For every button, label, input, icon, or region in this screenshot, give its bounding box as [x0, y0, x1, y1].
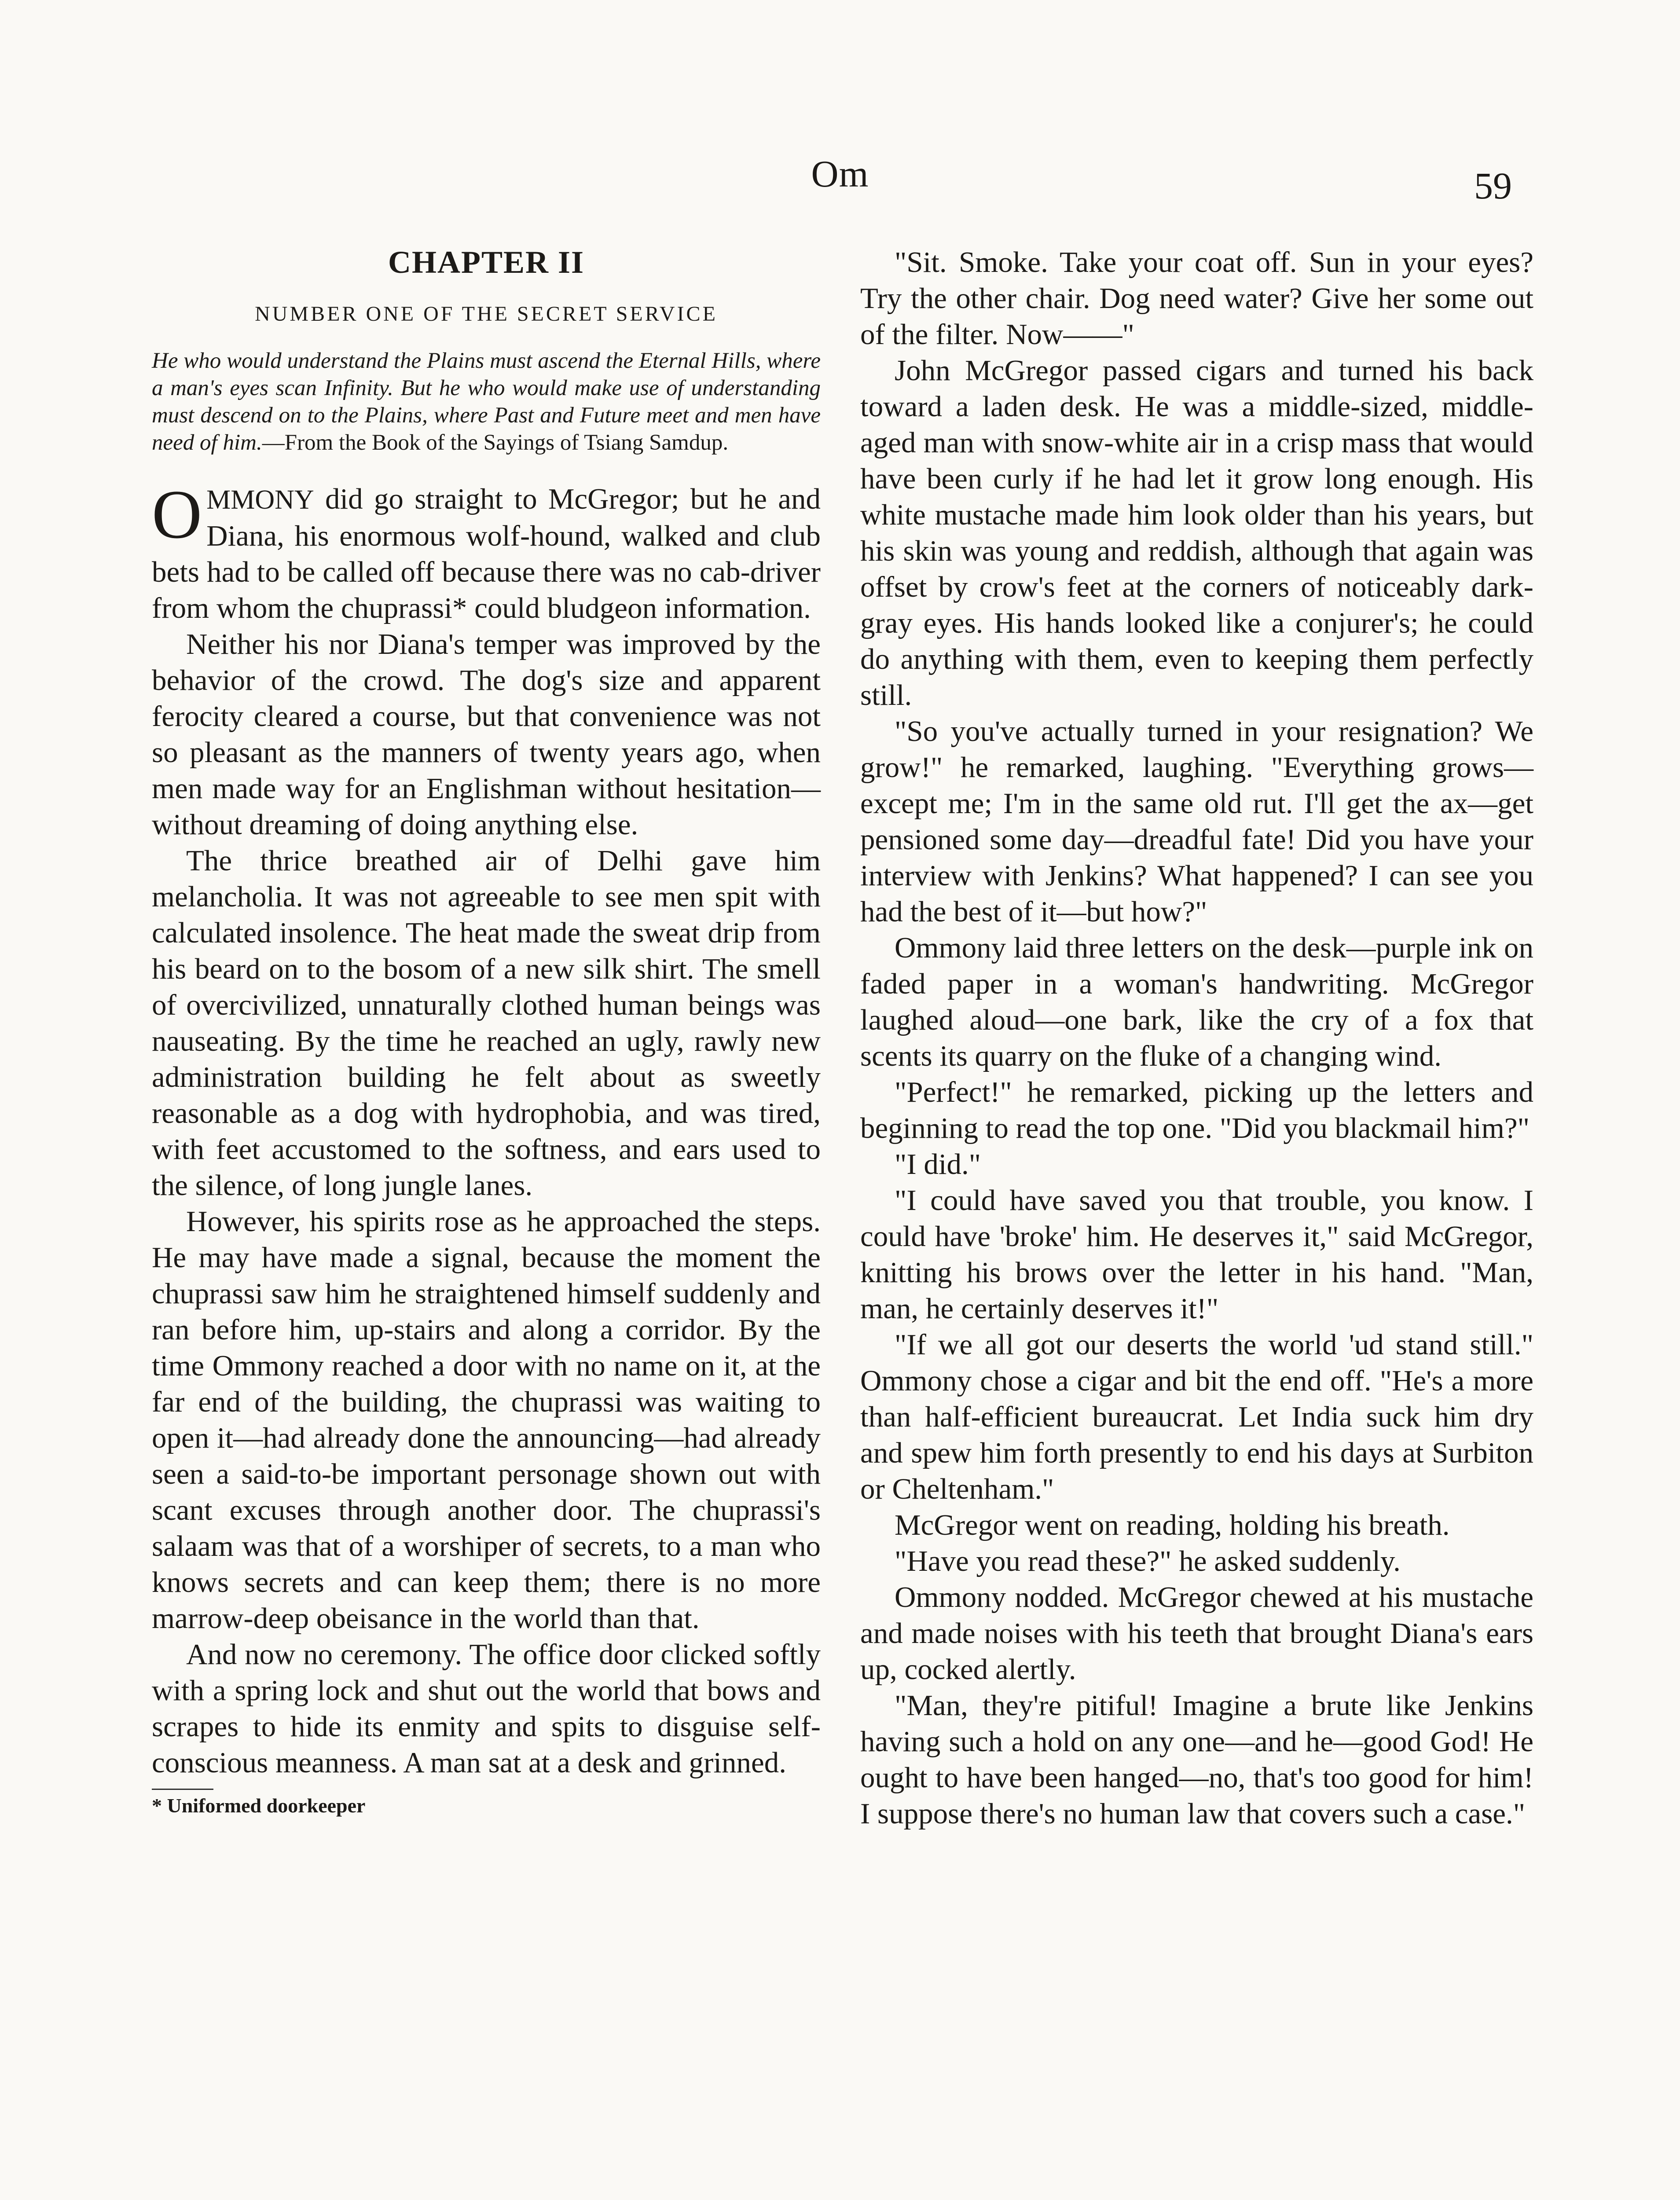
paragraph: Ommony nodded. McGregor chewed at his mustache and made noises with his teeth that brought Diana's ears up, cocked alertly. [860, 1581, 1533, 1686]
chapter-subtitle: NUMBER ONE OF THE SECRET SERVICE [255, 302, 718, 326]
left-column [152, 244, 821, 1818]
paragraph: However, his spirits rose as he approached the steps. He may have made a signal, because the moment the chuprassi saw him he straightened himself suddenly and ran before him, up-stairs and along a corridor. By the time Ommony reached a door with no name on it, at the far end of the building, the chuprassi was waiting to open it—had already done the announcing—had already seen a said-to-be important personage shown out with scant excuses through another door. The chuprassi's salaam was that of a worshiper of secrets, to a man who knows secrets and can keep them; there is no more marrow-deep obeisance in the world than that. [152, 1205, 821, 1635]
footnote-divider [152, 1789, 213, 1790]
paragraph: "If we all got our deserts the world 'ud stand still." Ommony chose a cigar and bit the end off. "He's a more than half-efficient bureaucrat. Let India suck him dry and spew him forth presently to end his days at Surbiton or Cheltenham." [860, 1328, 1533, 1505]
paragraph: "Man, they're pitiful! Imagine a brute like Jenkins having such a hold on any one—and he—good God! He ought to have been hanged—no, that's too good for him! I suppose there's no human law that covers such a case." [860, 1689, 1533, 1830]
paragraph: Neither his nor Diana's temper was improved by the behavior of the crowd. The dog's size and apparent ferocity cleared a course, but that convenience was not so pleasant as the manners of twenty years ago, when men made way for an Englishman without hesitation—without dreaming of doing anything else. [152, 628, 821, 841]
page-number: 59 [1474, 165, 1512, 207]
paragraph: McGregor went on reading, holding his breath. [895, 1509, 1450, 1541]
paragraph: "Sit. Smoke. Take your coat off. Sun in your eyes? Try the other chair. Dog need water? Give her some out of the filter. Now——" [860, 246, 1533, 351]
paragraph: John McGregor passed cigars and turned his back toward a laden desk. He was a middle-sized, middle-aged man with snow-white air in a crisp mass that would have been curly if he had let it grow long enough. His white mustache made him look older than his years, but his skin was young and reddish, although that again was offset by crow's feet at the corners of noticeably dark-gray eyes. His hands looked like a conjurer's; he could do anything with them, even to keeping them perfectly still. [860, 354, 1533, 711]
right-column [860, 244, 1533, 1832]
paragraph: "So you've actually turned in your resignation? We grow!" he remarked, laughing. "Everything grows—except me; I'm in the same old rut. I'll get the ax—get pensioned some day—dreadful fate! Did you have your interview with Jenkins? What happened? I can see you had the best of it—but how?" [860, 715, 1533, 928]
running-head-title: Om [811, 153, 869, 195]
paragraph: "Have you read these?" he asked suddenly. [895, 1545, 1401, 1577]
paragraph: The thrice breathed air of Delhi gave him melancholia. It was not agreeable to see men spit with calculated insolence. The heat made the sweat drip from his beard on to the bosom of a new silk shirt. The smell of overcivilized, unnaturally clothed human beings was nauseating. By the time he reached an ugly, rawly new administration building he felt about as sweetly reasonable as a dog with hydrophobia, and was tired, with feet accustomed to the softness, and ears used to the silence, of long jungle lanes. [152, 844, 821, 1202]
first-word: MMONY [206, 485, 314, 515]
drop-cap: O [152, 476, 202, 553]
paragraph: Ommony laid three letters on the desk—purple ink on faded paper in a woman's handwriting. McGregor laughed aloud—one bark, like the cry of a fox that scents its quarry on the fluke of a changing wind. [860, 931, 1533, 1072]
paragraph: "Perfect!" he remarked, picking up the letters and beginning to read the top one. "Did you blackmail him?" [860, 1076, 1533, 1144]
paragraph: "I could have saved you that trouble, you know. I could have 'broke' him. He deserves it," said McGregor, knitting his brows over the letter in his hand. "Man, man, he certainly deserves it!" [860, 1184, 1533, 1325]
paragraph [152, 476, 821, 626]
paragraph: And now no ceremony. The office door clicked softly with a spring lock and shut out the world that bows and scrapes to hide its enmity and spits to disguise self-conscious meanness. A man sat at a desk and grinned. [152, 1638, 821, 1779]
epigraph [152, 347, 821, 456]
paragraph-text: did go straight to McGregor; but he and Diana, his enormous wolf-hound, walked and club bets had to be called off because there was no cab-driver from whom the chuprassi* could bludgeon information. [152, 483, 821, 624]
footnote: * Uniformed doorkeeper [152, 1794, 366, 1817]
paragraph: "I did." [895, 1148, 981, 1181]
chapter-title: CHAPTER II [388, 245, 585, 280]
epigraph-source: —From the Book of the Sayings of Tsiang Samdup. [262, 430, 729, 455]
epigraph-text: He who would understand the Plains must ascend the Eternal Hills, where a man's eyes scan Infinity. But he who would make use of understanding must descend on to the Plains, where Past and Future meet and men have need of him. [152, 348, 821, 455]
